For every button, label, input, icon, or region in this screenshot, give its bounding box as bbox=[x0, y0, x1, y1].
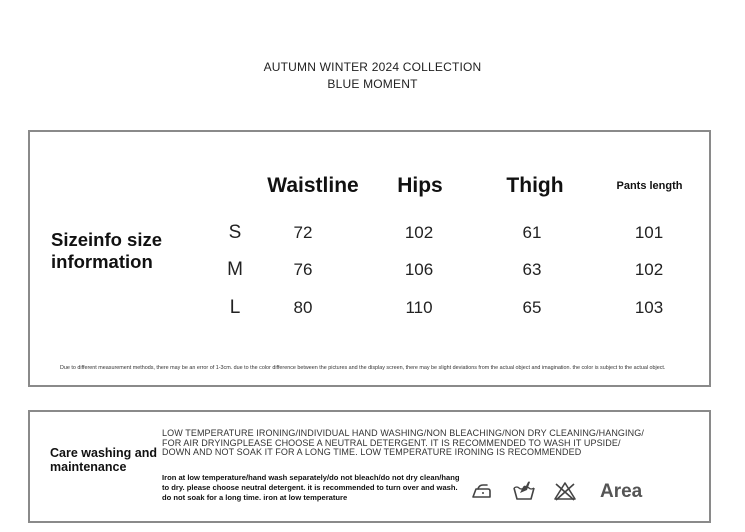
table-cell: 103 bbox=[634, 298, 664, 317]
size-label-s: S bbox=[228, 222, 242, 243]
no-bleach-icon bbox=[552, 478, 578, 504]
size-label-l: L bbox=[229, 297, 241, 318]
table-cell: 102 bbox=[404, 223, 434, 242]
care-panel bbox=[28, 410, 711, 523]
table-cell: 106 bbox=[404, 260, 434, 279]
area-label: Area bbox=[600, 481, 643, 502]
table-cell: 61 bbox=[522, 223, 542, 242]
measurement-disclaimer: Due to different measurement methods, there may be an error of 1-3cm. due to the color difference between the pictures and the display screen, there may be slight deviations from the actual object and imagination. the color is subject to the actual object. bbox=[60, 365, 666, 371]
column-header-thigh: Thigh bbox=[506, 174, 564, 197]
size-info-title: Sizeinfo size information bbox=[51, 229, 163, 272]
table-cell: 65 bbox=[522, 298, 542, 317]
iron-icon bbox=[469, 478, 495, 504]
table-cell: 72 bbox=[293, 223, 313, 242]
size-info-panel bbox=[28, 130, 711, 387]
table-cell: 80 bbox=[293, 298, 313, 317]
column-header-pants-length: Pants length bbox=[616, 180, 683, 192]
table-cell: 76 bbox=[293, 260, 313, 279]
table-cell: 63 bbox=[522, 260, 542, 279]
table-cell: 101 bbox=[634, 223, 664, 242]
care-instructions-upper: LOW TEMPERATURE IRONING/INDIVIDUAL HAND WASHING/NON BLEACHING/NON DRY CLEANING/HANGING/ FOR AIR DRYINGPLEASE CHOOSE A NEUTRAL DETERGENT. IT IS RECOMMENDED TO WASH IT UPSIDE/ DOWN AND NOT SOAK IT FOR A LONG TIME. LOW TEMPERATURE IRONING IS RECOMMENDED bbox=[162, 428, 644, 457]
column-header-hips: Hips bbox=[397, 174, 443, 197]
column-header-waistline: Waistline bbox=[267, 174, 359, 197]
care-title: Care washing and maintenance bbox=[50, 446, 157, 474]
size-label-m: M bbox=[227, 259, 243, 280]
table-cell: 102 bbox=[634, 260, 664, 279]
collection-title: AUTUMN WINTER 2024 COLLECTION bbox=[263, 60, 482, 74]
care-instructions-lower: Iron at low temperature/hand wash separately/do not bleach/do not dry clean/hang to dry. please choose neutral detergent. it is recommended to turn over and wash. do not soak for a long time. iron at low temperature bbox=[162, 473, 460, 502]
table-cell: 110 bbox=[405, 298, 433, 317]
collection-subtitle: BLUE MOMENT bbox=[327, 77, 418, 91]
hand-wash-icon bbox=[511, 478, 537, 504]
